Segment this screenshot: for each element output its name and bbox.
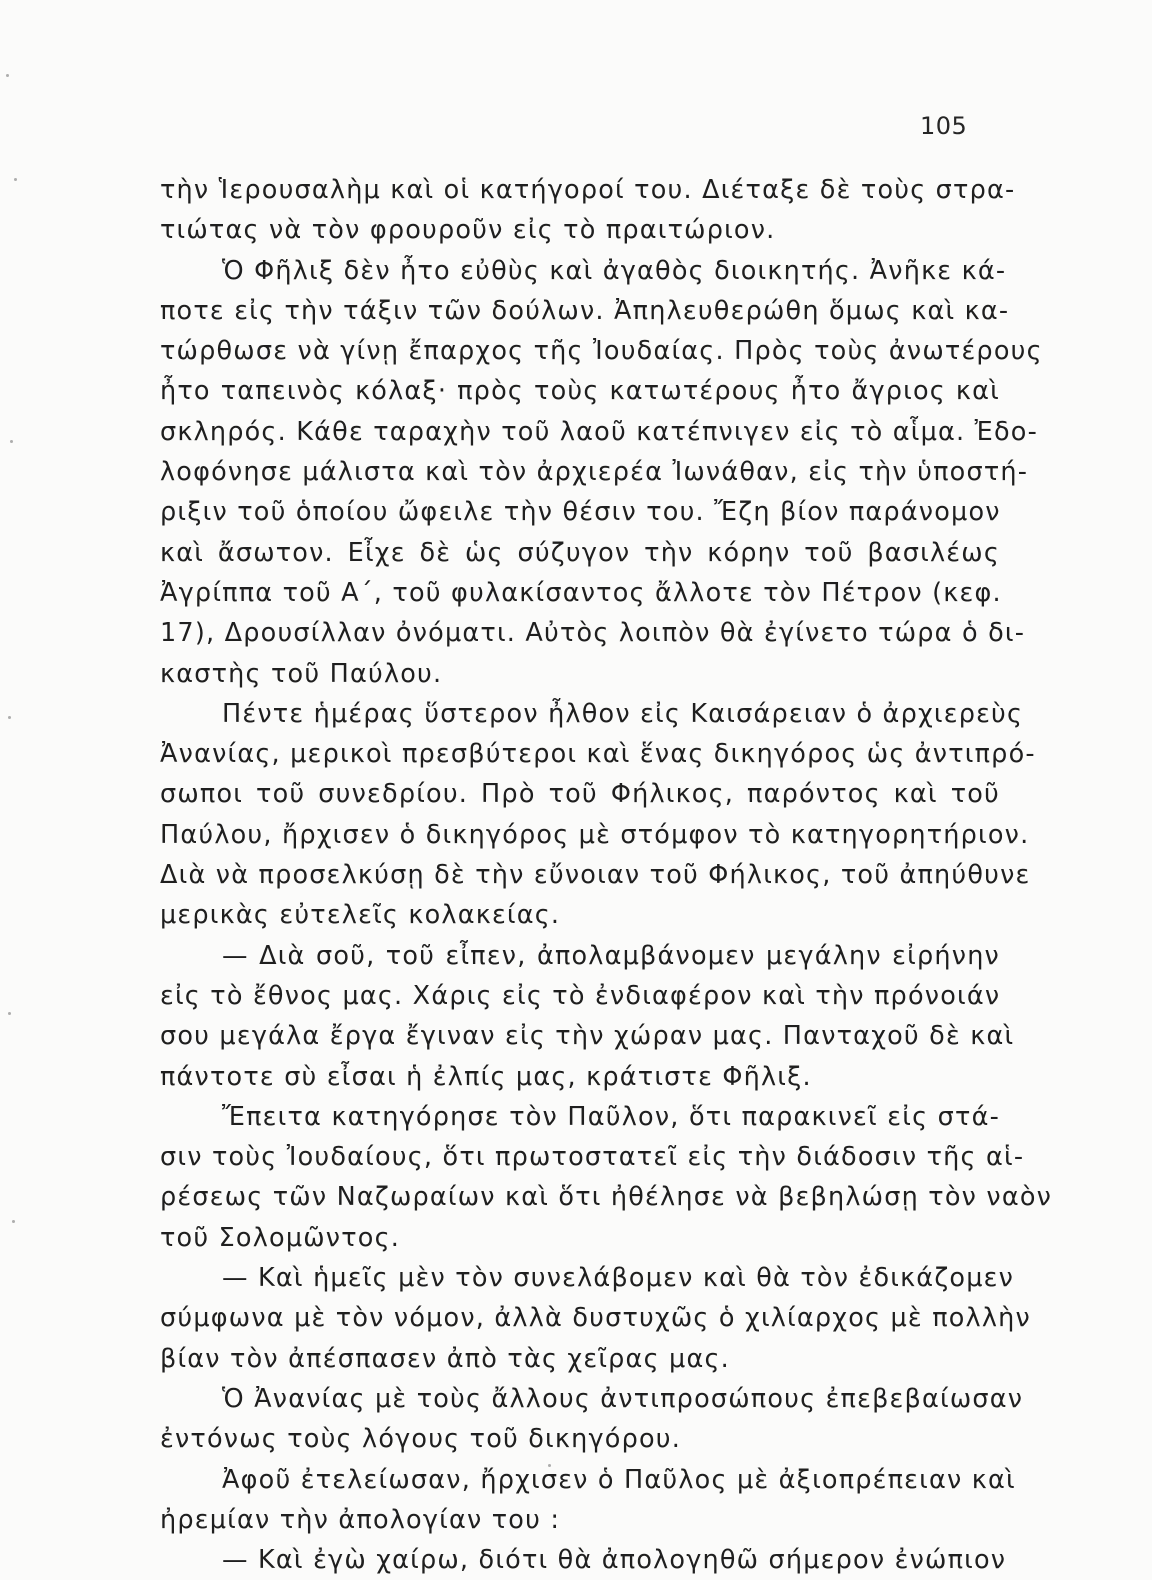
paragraph-start-line: — Καὶ ἐγὼ χαίρω, διότι θὰ ἀπολογηθῶ σήμερον ἐνώπιον: [222, 1545, 1007, 1576]
text-line: πάντοτε σὺ εἶσαι ἡ ἐλπίς μας, κράτιστε Φῆλιξ.: [160, 1061, 812, 1092]
text-line: 17), Δρουσίλλαν ὀνόματι. Αὐτὸς λοιπὸν θὰ ἐγίνετο τώρα ὁ δι-: [160, 618, 1026, 649]
paragraph-start-line: Ὁ Ἀνανίας μὲ τοὺς ἄλλους ἀντιπροσώπους ἐπεβεβαίωσαν: [222, 1383, 1024, 1414]
text-line: ἐντόνως τοὺς λόγους τοῦ δικηγόρου.: [160, 1424, 682, 1455]
text-line: σιν τοὺς Ἰουδαίους, ὅτι πρωτοστατεῖ εἰς τὴν διάδοσιν τῆς αἱ-: [160, 1142, 1025, 1173]
margin-speck: [8, 1012, 11, 1015]
text-line: ριξιν τοῦ ὁποίου ὤφειλε τὴν θέσιν του. Ἔζη βίον παράνομον: [160, 497, 1001, 528]
text-line: βίαν τὸν ἀπέσπασεν ἀπὸ τὰς χεῖρας μας.: [160, 1343, 730, 1374]
margin-speck: [14, 178, 17, 181]
text-line: Παύλου, ἤρχισεν ὁ δικηγόρος μὲ στόμφον τὸ κατηγορητήριον.: [160, 819, 1030, 850]
paragraph-start-line: — Διὰ σοῦ, τοῦ εἶπεν, ἀπολαμβάνομεν μεγάλην εἰρήνην: [222, 940, 1000, 971]
text-line: τοῦ Σολομῶντος.: [160, 1222, 401, 1253]
text-line: εἰς τὸ ἔθνος μας. Χάρις εἰς τὸ ἐνδιαφέρον καὶ τὴν πρόνοιάν: [160, 980, 1001, 1011]
margin-speck: [12, 1220, 15, 1223]
text-line: ποτε εἰς τὴν τάξιν τῶν δούλων. Ἀπηλευθερώθη ὅμως καὶ κα-: [160, 295, 1010, 326]
text-line: ἠρεμίαν τὴν ἀπολογίαν του :: [160, 1504, 561, 1535]
paragraph-start-line: — Καὶ ἡμεῖς μὲν τὸν συνελάβομεν καὶ θὰ τὸν ἐδικάζομεν: [222, 1263, 1015, 1294]
paragraph-start-line: Πέντε ἡμέρας ὕστερον ἦλθον εἰς Καισάρειαν ὁ ἀρχιερεὺς: [222, 698, 1024, 729]
text-line: τιώτας νὰ τὸν φρουροῦν εἰς τὸ πραιτώριον.: [160, 215, 776, 246]
text-line: ἦτο ταπεινὸς κόλαξ· πρὸς τοὺς κατωτέρους ἦτο ἄγριος καὶ: [160, 376, 1000, 407]
text-line: καὶ ἄσωτον. Εἶχε δὲ ὡς σύζυγον τὴν κόρην τοῦ βασιλέως: [160, 537, 1000, 568]
margin-speck: [8, 716, 11, 719]
margin-speck: [6, 74, 9, 77]
text-line: Ἀγρίππα τοῦ Α΄, τοῦ φυλακίσαντος ἄλλοτε τὸν Πέτρον (κεφ.: [160, 577, 1002, 608]
paragraph-start-line: Ἔπειτα κατηγόρησε τὸν Παῦλον, ὅτι παρακινεῖ εἰς στά-: [222, 1101, 1000, 1132]
text-line: μερικὰς εὐτελεῖς κολακείας.: [160, 900, 561, 931]
text-line: σκληρός. Κάθε ταραχὴν τοῦ λαοῦ κατέπνιγεν εἰς τὸ αἷμα. Ἐδο-: [160, 416, 1038, 447]
page-number: 105: [920, 112, 968, 140]
text-line: τώρθωσε νὰ γίνῃ ἔπαρχος τῆς Ἰουδαίας. Πρὸς τοὺς ἀνωτέρους: [160, 336, 1043, 367]
text-line: σωποι τοῦ συνεδρίου. Πρὸ τοῦ Φήλικος, παρόντος καὶ τοῦ: [160, 779, 1000, 810]
paragraph-start-line: Ἀφοῦ ἐτελείωσαν, ἤρχισεν ὁ Παῦλος μὲ ἀξιοπρέπειαν καὶ: [222, 1464, 1016, 1495]
text-line: λοφόνησε μάλιστα καὶ τὸν ἀρχιερέα Ἰωνάθαν, εἰς τὴν ὑποστή-: [160, 457, 1029, 488]
text-line: σου μεγάλα ἔργα ἔγιναν εἰς τὴν χώραν μας. Πανταχοῦ δὲ καὶ: [160, 1021, 1015, 1052]
text-line: σύμφωνα μὲ τὸν νόμον, ἀλλὰ δυστυχῶς ὁ χιλίαρχος μὲ πολλὴν: [160, 1303, 1031, 1334]
margin-speck: [10, 440, 13, 443]
text-line: Διὰ νὰ προσελκύσῃ δὲ τὴν εὔνοιαν τοῦ Φήλικος, τοῦ ἀπηύθυνε: [160, 860, 1031, 891]
body-text: [160, 170, 1053, 1580]
text-line: Ἀνανίας, μερικοὶ πρεσβύτεροι καὶ ἕνας δικηγόρος ὡς ἀντιπρό-: [160, 739, 1036, 770]
paragraph-start-line: Ὁ Φῆλιξ δὲν ἦτο εὐθὺς καὶ ἀγαθὸς διοικητής. Ἀνῆκε κά-: [222, 255, 1007, 286]
text-line: τὴν Ἱερουσαλὴμ καὶ οἱ κατήγοροί του. Διέταξε δὲ τοὺς στρα-: [160, 175, 1016, 205]
text-line: καστὴς τοῦ Παύλου.: [160, 658, 443, 689]
text-line: ρέσεως τῶν Ναζωραίων καὶ ὅτι ἠθέλησε νὰ βεβηλώσῃ τὸν ναὸν: [160, 1182, 1053, 1213]
